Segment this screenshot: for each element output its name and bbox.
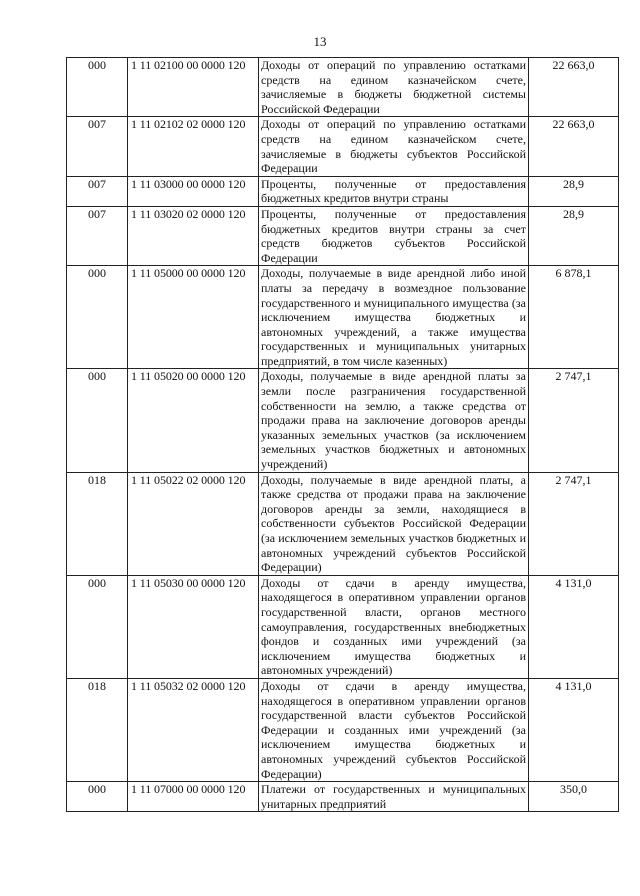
table-row [67,176,619,206]
page-number: 13 [313,34,327,49]
admin-code-cell: 007 [67,176,128,206]
revenue-name-cell: Доходы от операций по управлению остатками средств на едином казначейском счете, зачисляемые в бюджеты субъектов Российской Федерации [259,117,529,176]
table-row [67,782,619,812]
budget-code-cell: 1 11 03020 02 0000 120 [128,206,259,265]
table-row [67,266,619,369]
revenue-name-cell: Платежи от государственных и муниципальных унитарных предприятий [259,782,529,812]
amount-cell: 4 131,0 [529,575,619,678]
admin-code-cell: 018 [67,472,128,575]
budget-code-cell: 1 11 05030 00 0000 120 [128,575,259,678]
revenue-name-cell: Доходы от сдачи в аренду имущества, находящегося в оперативном управлении органов государственной власти, органов местного самоуправления, государственных внебюджетных фондов и созданных ими учреждений (за исключением имущества бюджетных и автономных учреждений) [259,575,529,678]
admin-code-cell: 000 [67,575,128,678]
budget-code-cell: 1 11 05020 00 0000 120 [128,369,259,472]
admin-code-cell: 007 [67,206,128,265]
table-row [67,206,619,265]
revenue-name-cell: Проценты, полученные от предоставления бюджетных кредитов внутри страны за счет средств бюджетов субъектов Российской Федерации [259,206,529,265]
table-row [67,369,619,472]
revenue-name-cell: Доходы, получаемые в виде арендной либо иной платы за передачу в возмездное пользование государственного и муниципального имущества (за исключением имущества бюджетных и автономных учреждений, а также имущества государственных и муниципальных унитарных предприятий, в том числе казенных) [259,266,529,369]
amount-cell: 22 663,0 [529,117,619,176]
amount-cell: 6 878,1 [529,266,619,369]
revenue-name-cell: Доходы, получаемые в виде арендной платы за земли после разграничения государственной собственности на землю, а также средства от продажи права на заключение договоров аренды указанных земельных участков (за исключением земельных участков бюджетных и автономных учреждений) [259,369,529,472]
admin-code-cell: 018 [67,678,128,781]
budget-code-cell: 1 11 02100 00 0000 120 [128,58,259,117]
table-row [67,678,619,781]
amount-cell: 4 131,0 [529,678,619,781]
amount-cell: 28,9 [529,206,619,265]
budget-code-cell: 1 11 02102 02 0000 120 [128,117,259,176]
amount-cell: 2 747,1 [529,472,619,575]
amount-cell: 28,9 [529,176,619,206]
admin-code-cell: 000 [67,782,128,812]
table-row [67,575,619,678]
admin-code-cell: 000 [67,266,128,369]
budget-code-cell: 1 11 07000 00 0000 120 [128,782,259,812]
budget-code-cell: 1 11 05032 02 0000 120 [128,678,259,781]
admin-code-cell: 000 [67,58,128,117]
table-row [67,472,619,575]
revenue-table [66,57,619,812]
budget-code-cell: 1 11 03000 00 0000 120 [128,176,259,206]
budget-code-cell: 1 11 05022 02 0000 120 [128,472,259,575]
revenue-name-cell: Доходы от сдачи в аренду имущества, находящегося в оперативном управлении органов государственной власти субъектов Российской Федерации и созданных ими учреждений (за исключением имущества бюджетных и автономных учреждений субъектов Российской Федерации) [259,678,529,781]
amount-cell: 22 663,0 [529,58,619,117]
revenue-name-cell: Проценты, полученные от предоставления бюджетных кредитов внутри страны [259,176,529,206]
budget-code-cell: 1 11 05000 00 0000 120 [128,266,259,369]
revenue-name-cell: Доходы, получаемые в виде арендной платы, а также средства от продажи права на заключение договоров аренды за земли, находящиеся в собственности субъектов Российской Федерации (за исключением земельных участков бюджетных и автономных учреждений субъектов Российской Федерации) [259,472,529,575]
amount-cell: 350,0 [529,782,619,812]
table-row [67,117,619,176]
amount-cell: 2 747,1 [529,369,619,472]
table-row [67,58,619,117]
admin-code-cell: 007 [67,117,128,176]
revenue-name-cell: Доходы от операций по управлению остатками средств на едином казначейском счете, зачисляемые в бюджеты бюджетной системы Российской Федерации [259,58,529,117]
admin-code-cell: 000 [67,369,128,472]
